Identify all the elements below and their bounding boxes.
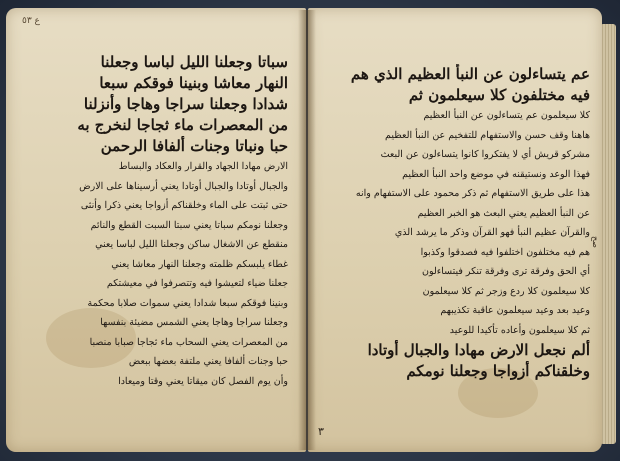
manuscript-line: عم يتساءلون عن النبأ العظيم الذي هم — [350, 65, 590, 83]
book-gutter — [298, 10, 316, 450]
manuscript-line: من المعصرات يعني السحاب ماء ثجاجا صبابا منصبا — [89, 336, 288, 348]
manuscript-line: سباتا وجعلنا الليل لباسا وجعلنا — [100, 53, 288, 71]
manuscript-line: وجعلنا نومكم سباتا يعني سبتا السبت القطع والنائم — [90, 219, 288, 231]
left-page — [6, 8, 306, 452]
manuscript-line: حبا وجنات ألفافا يعني ملتفة بعضها ببعض — [128, 356, 288, 367]
manuscript-line: من المعصرات ماء ثجاجا لنخرج به — [77, 116, 288, 134]
manuscript-line: منقطع عن الاشغال ساكن وجعلنا الليل لباسا يعني — [95, 239, 288, 250]
manuscript-line: وأن يوم الفصل كان ميقاتا يعني وقتا وميعادا — [118, 375, 288, 387]
left-folio-number: ع ٥٣ — [22, 16, 40, 26]
manuscript-line: كلا سيعلمون كلا ردع وزجر ثم كلا سيعلمون — [422, 285, 590, 297]
manuscript-line: أي الحق وفرقة ترى وفرقة تنكر فيتساءلون — [421, 266, 590, 277]
manuscript-line: جعلنا ضياء لتعيشوا فيه وتتصرفوا في معيشتكم — [106, 278, 288, 289]
manuscript-line: وبنينا فوقكم سبعا شدادا يعني سموات صلابا محكمة — [87, 297, 288, 309]
left-page-text — [30, 52, 288, 391]
right-page-text — [328, 64, 590, 382]
margin-annotation: صح — [591, 236, 600, 248]
manuscript-line: غطاء يلبسكم ظلمته وجعلنا النهار معاشا يعني — [111, 258, 288, 270]
manuscript-line: فيه مختلفون كلا سيعلمون ثم — [408, 86, 590, 104]
manuscript-line: ألم نجعل الارض مهادا والجبال أوتادا — [367, 341, 590, 359]
manuscript-line: كلا سيعلمون عم يتساءلون عن النبأ العظيم — [423, 110, 590, 121]
manuscript-line: شدادا وجعلنا سراجا وهاجا وأنزلنا — [83, 95, 288, 113]
manuscript-line: هذا على طريق الاستفهام ثم ذكر محمود على الاستفهام وانه — [355, 188, 590, 199]
manuscript-line: فهذا الوعد ونستيقنه في موضع واحد النبأ العظيم — [402, 168, 590, 180]
manuscript-line: الارض مهادا الجهاد والقرار والعكاد والبساط — [118, 161, 288, 172]
manuscript-line: حتى ثبتت على الماء وخلقناكم أزواجا يعني ذكرا وأنثى — [80, 200, 288, 211]
page-edges — [600, 24, 616, 444]
manuscript-line: النهار معاشا وبنينا فوقكم سبعا — [99, 74, 288, 92]
manuscript-line: عن النبأ العظيم يعني البعث هو الخبر العظيم — [417, 207, 590, 219]
manuscript-line: والجبال أوتادا والجبال أوتادا يعني أرسيناها على الارض — [79, 180, 288, 192]
open-book — [4, 6, 616, 456]
right-page — [308, 8, 602, 452]
manuscript-line: مشركو قريش أي لا يفتكروا كانوا يتساءلون عن البعث — [380, 149, 590, 160]
manuscript-line: هاهنا وقف حسن والاستفهام للتفخيم عن النبأ العظيم — [385, 129, 590, 141]
right-folio-number: ٣ — [318, 425, 324, 438]
manuscript-line: ثم كلا سيعلمون وأعاده تأكيدا للوعيد — [449, 324, 590, 336]
manuscript-line: والقرآن عظيم النبأ فهو القرآن وذكر ما يرشد الذي — [394, 227, 590, 238]
manuscript-line: وعيد بعد وعيد سيعلمون عاقبة تكذيبهم — [440, 305, 590, 316]
manuscript-line: حبا ونباتا وجنات ألفافا الرحمن — [100, 137, 288, 155]
manuscript-line: وخلقناكم أزواجا وجعلنا نومكم — [406, 362, 590, 380]
manuscript-line: هم فيه مختلفون اختلفوا فيه فصدقوا وكذبوا — [420, 246, 590, 258]
manuscript-line: وجعلنا سراجا وهاجا يعني الشمس مضيئة بنفسها — [100, 317, 288, 328]
